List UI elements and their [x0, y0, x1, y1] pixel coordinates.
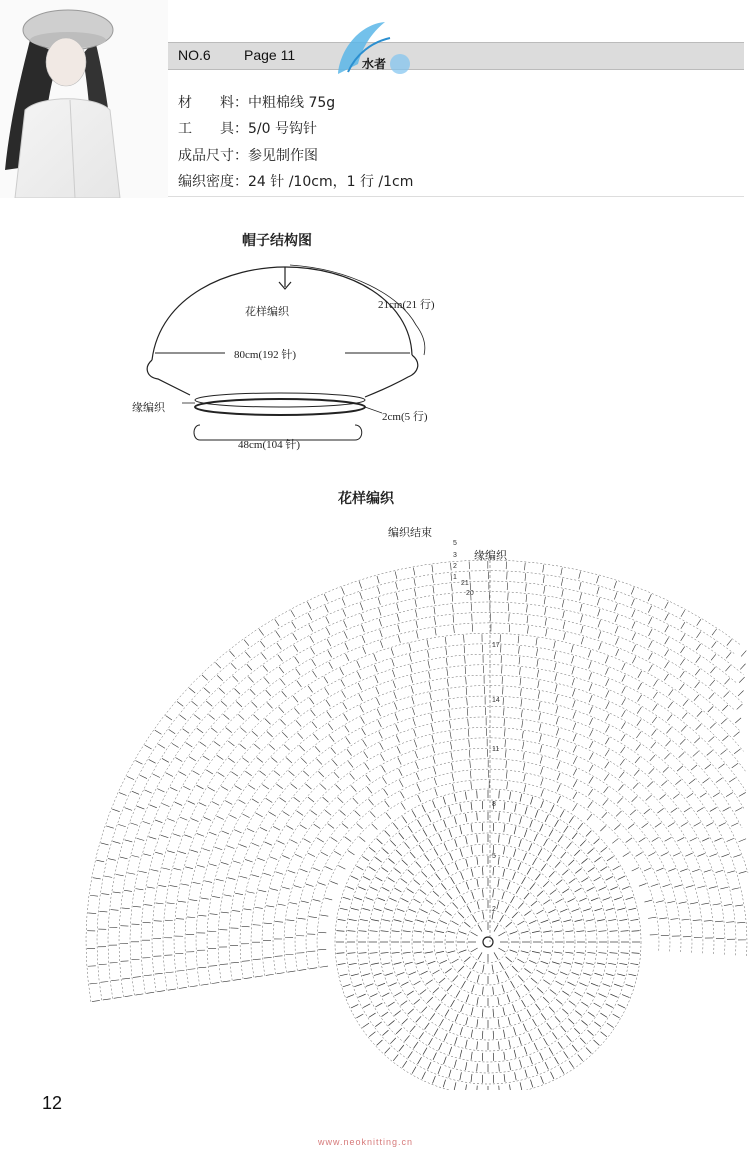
- row-number: 5: [453, 540, 457, 547]
- page-number: 12: [42, 1093, 63, 1113]
- row-number: 14: [492, 697, 500, 704]
- pattern-number: NO.6: [178, 47, 211, 63]
- structure-edge-height-label: 2cm(5 行): [382, 411, 428, 423]
- crochet-chart: [80, 530, 750, 1090]
- model-photo: [0, 0, 168, 198]
- row-number: 21: [461, 580, 469, 587]
- row-number: 20: [466, 590, 474, 597]
- structure-edge-label: 缘编织: [132, 402, 165, 414]
- spec-tool: 工 具：5/0 号钩针: [178, 121, 317, 137]
- page-reference: Page 11: [244, 47, 296, 63]
- structure-title: 帽子结构图: [242, 233, 312, 249]
- spec-gauge: 编织密度：24 针 /10cm，1 行 /1cm: [178, 174, 414, 190]
- row-number: 11: [492, 746, 500, 753]
- spec-size: 成品尺寸：参见制作图: [178, 148, 318, 164]
- row-number: 2: [492, 906, 496, 913]
- watermark-logo: [330, 14, 420, 80]
- header-divider: [168, 196, 744, 197]
- footer-url: www.neoknitting.cn: [318, 1137, 414, 1147]
- row-number: 1: [453, 574, 457, 581]
- structure-height-label: 21cm(21 行): [378, 299, 435, 311]
- structure-pattern-label: 花样编织: [245, 306, 289, 318]
- row-number: 8: [492, 801, 496, 808]
- spec-material: 材 料：中粗棉线 75g: [178, 95, 336, 111]
- chart-title: 花样编织: [338, 491, 394, 507]
- watermark-text: 水者: [362, 57, 387, 71]
- structure-bottom-label: 48cm(104 针): [238, 439, 301, 451]
- row-number: 2: [453, 563, 457, 570]
- chart-end-label: 编织结束: [388, 527, 432, 539]
- structure-width-label: 80cm(192 针): [234, 349, 297, 361]
- row-number: 17: [492, 642, 500, 649]
- row-number: 3: [453, 552, 457, 559]
- chart-edge-label: 缘编织: [474, 550, 507, 562]
- row-number: 5: [492, 853, 496, 860]
